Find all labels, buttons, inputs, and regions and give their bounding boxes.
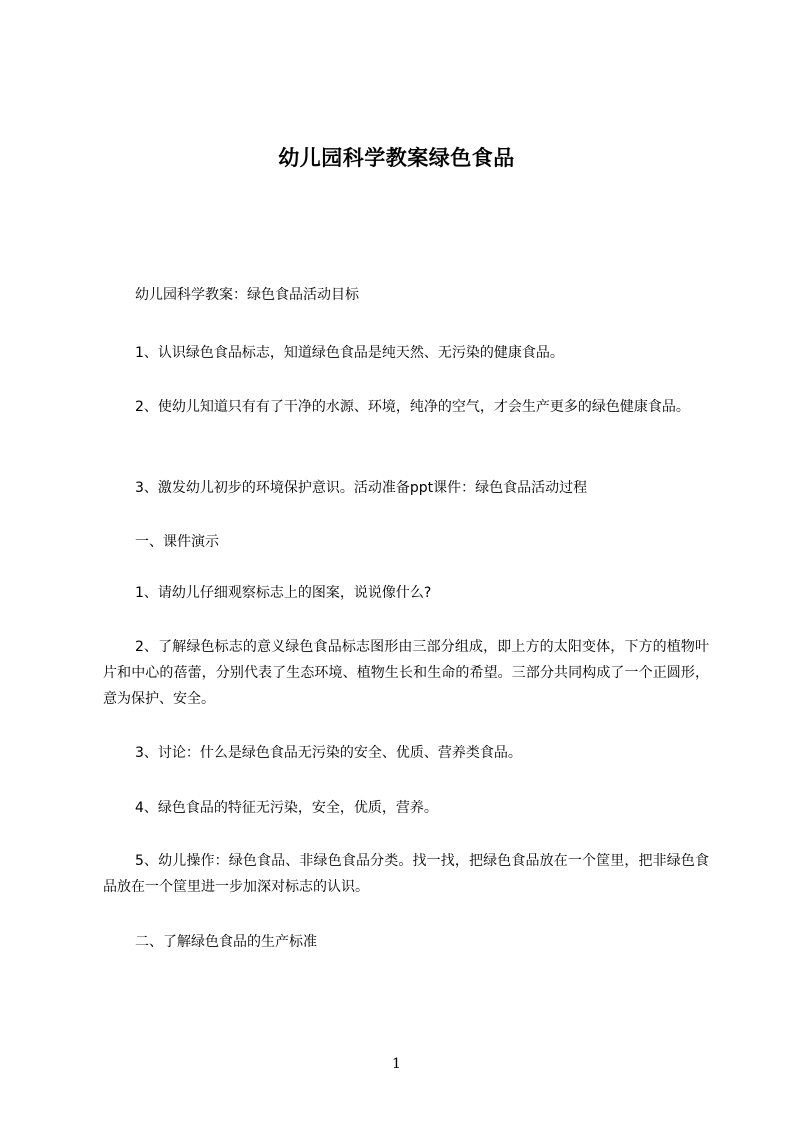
paragraph-objective-3: 3、激发幼儿初步的环境保护意识。活动准备ppt课件：绿色食品活动过程 — [135, 480, 588, 496]
paragraph-step-4: 4、绿色食品的特征无污染，安全，优质，营养。 — [135, 800, 438, 816]
document-title: 幼儿园科学教案绿色食品 — [278, 146, 515, 170]
paragraph-section-2-heading: 二、了解绿色食品的生产标准 — [135, 934, 317, 950]
paragraph-objectives-heading: 幼儿园科学教案：绿色食品活动目标 — [135, 287, 359, 303]
paragraph-step-1: 1、请幼儿仔细观察标志上的图案，说说像什么? — [135, 585, 432, 601]
paragraph-objective-2: 2、使幼儿知道只有有了干净的水源、环境，纯净的空气，才会生产更多的绿色健康食品。 — [135, 399, 690, 415]
paragraph-step-2: 2、了解绿色标志的意义绿色食品标志图形由三部分组成，即上方的太阳变体，下方的植物叶片和中心的蓓蕾，分别代表了生态环境、植物生长和生命的希望。三部分共同构成了一个正圆形，意为保护、安全。 — [103, 639, 709, 707]
paragraph-section-1-heading: 一、课件演示 — [135, 534, 219, 550]
page-number: 1 — [392, 1056, 401, 1072]
paragraph-step-3: 3、讨论：什么是绿色食品无污染的安全、优质、营养类食品。 — [135, 745, 522, 761]
paragraph-objective-1: 1、认识绿色食品标志，知道绿色食品是纯天然、无污染的健康食品。 — [135, 345, 564, 361]
paragraph-step-5: 5、幼儿操作：绿色食品、非绿色食品分类。找一找，把绿色食品放在一个筐里，把非绿色食品放在一个筐里进一步加深对标志的认识。 — [103, 853, 709, 895]
